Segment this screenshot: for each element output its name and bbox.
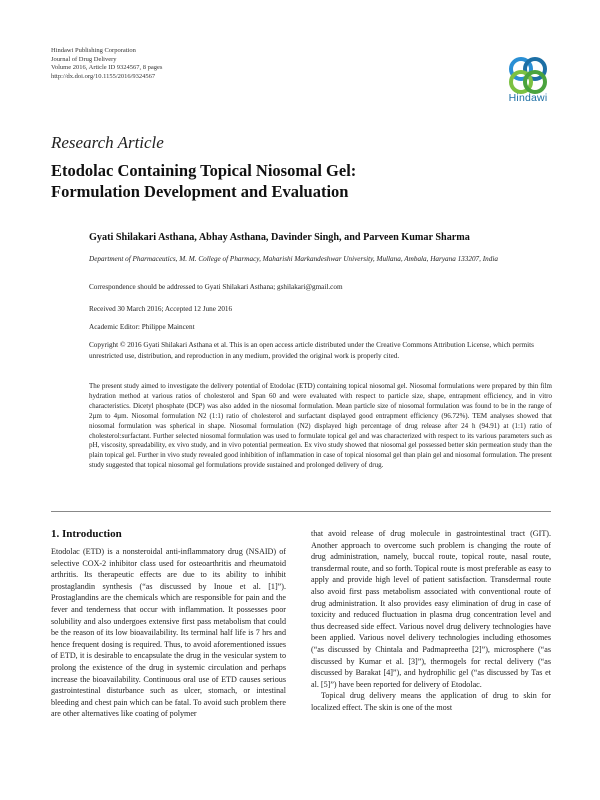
- title-line-2: Formulation Development and Evaluation: [51, 182, 349, 201]
- academic-editor: Academic Editor: Philippe Maincent: [89, 323, 195, 331]
- section-heading: 1. Introduction: [51, 528, 122, 540]
- doi-link[interactable]: http://dx.doi.org/10.1155/2016/9324567: [51, 72, 156, 80]
- journal-name: Journal of Drug Delivery: [51, 55, 117, 63]
- affiliation: Department of Pharmaceutics, M. M. College of Pharmacy, Maharishi Markandeshwar University, Mullana, Ambala, Haryana 133207, India: [89, 255, 498, 263]
- received-dates: Received 30 March 2016; Accepted 12 June 2016: [89, 305, 233, 313]
- intro-paragraph-2: that avoid release of drug molecule in gastrointestinal tract (GIT). Another approach to overcome such problem is changing the route of drug administration, namely, buccal route, topical route, nasal route, transdermal route, and so forth. Topical route is most preferable as easy to apply and provide high level of patient satisfaction. Transdermal route also avoid first pass metabolism associated with conventional route of drug administration. It also provides easy elimination of drug in case of toxicity and reduced fluctuation in plasma drug concentration level and thus decreased side effect. Various novel drug delivery technologies have been applied. Various novel delivery technologies including ethosomes (“as discussed by Chintala and Padmapreetha [2]”), microsphere (“as discussed by Kumar et al. [3]”), thermogels for rectal delivery (“as discussed by Barakat [4]”), and hydrophilic gel (“as discussed by Tas et al. [5]”) have been reported for delivery of Etodolac.: [311, 529, 551, 689]
- intro-paragraph-1: Etodolac (ETD) is a nonsteroidal anti-inflammatory drug (NSAID) of selective COX-2 inhibitor class used for osteoarthritis and rheumatoid arthritis. Its therapeutic effects are due to its ability to inhibit prostaglandin synthesis (“as discussed by Inoue et al. [1]”). Prostaglandins are the chemicals which are responsible for pain and the fever and tenderness that occur with inflammation. It possesses poor solubility and also undergoes extensive first pass metabolism that could be the reason of its low bioavailability. Its terminal half life is 7 hrs and hence frequent dosing is required. Thus, to avoid aforementioned issues of ETD, it is desirable to encapsulate the drug in the vesicular system to prolong the existence of the drug in systemic circulation and perhaps increase the bioavailability. Continuous oral use of ETD causes serious gastrointestinal disturbance such as ulcer, stomach, or intestinal bleeding and chest pain which can be fatal. To avoid such problem there are other alternatives like coating of polymer: [51, 547, 286, 719]
- section-divider: [51, 511, 551, 512]
- title-line-1: Etodolac Containing Topical Niosomal Gel:: [51, 161, 357, 180]
- author-list: Gyati Shilakari Asthana, Abhay Asthana, Davinder Singh, and Parveen Kumar Sharma: [89, 232, 470, 243]
- hindawi-logo-text: Hindawi: [508, 92, 548, 104]
- publisher-name: Hindawi Publishing Corporation: [51, 47, 136, 54]
- journal-header: [51, 47, 162, 81]
- article-type: Research Article: [51, 133, 164, 152]
- intro-right-column: [311, 528, 551, 714]
- abstract: The present study aimed to investigate the delivery potential of Etodolac (ETD) containing topical niosomal gel. Niosomal formulations were prepared by thin film hydration method at various ratios of cholesterol and Span 60 and were evaluated with respect to particle size, shape, entrapment efficiency, and in vitro characteristics. Dicetyl phosphate (DCP) was also added in the niosomal formulation. Mean particle size of niosomal formulation was found to be in the range of 2µm to 4µm. Niosomal formulation N2 (1:1) ratio of cholesterol and surfactant displayed good entrapment efficiency (96.72%). TEM analyses showed that niosomal formulation was spherical in shape. Niosomal formulation (N2) displayed high percentage of drug release after 24 h (94.91) at (1:1) ratio of cholesterol:surfactant. Further selected niosomal formulation was used to formulate topical gel and was characterized with respect to its various parameters such as pH, viscosity, spreadability, ex vivo study, and in vivo potential permeation. Ex vivo study showed that niosomal gel possessed better skin permeation study than the plain topical gel. Further in vivo study revealed good inhibition of inflammation in case of topical niosomal gel than plain gel and niosomal formulation. The present study suggested that topical niosomal gel formulations provide sustained and prolonged delivery of drug.: [89, 382, 552, 470]
- correspondence: Correspondence should be addressed to Gyati Shilakari Asthana; gshilakari@gmail.com: [89, 283, 343, 291]
- intro-paragraph-3: Topical drug delivery means the application of drug to skin for localized effect. The skin is one of the most: [311, 691, 551, 712]
- paper-title: [51, 160, 521, 202]
- copyright-notice: Copyright © 2016 Gyati Shilakari Asthana et al. This is an open access article distributed under the Creative Commons Attribution License, which permits unrestricted use, distribution, and reproduction in any medium, provided the original work is properly cited.: [89, 341, 534, 360]
- volume-info: Volume 2016, Article ID 9324567, 8 pages: [51, 64, 163, 72]
- intro-left-column: [51, 546, 286, 720]
